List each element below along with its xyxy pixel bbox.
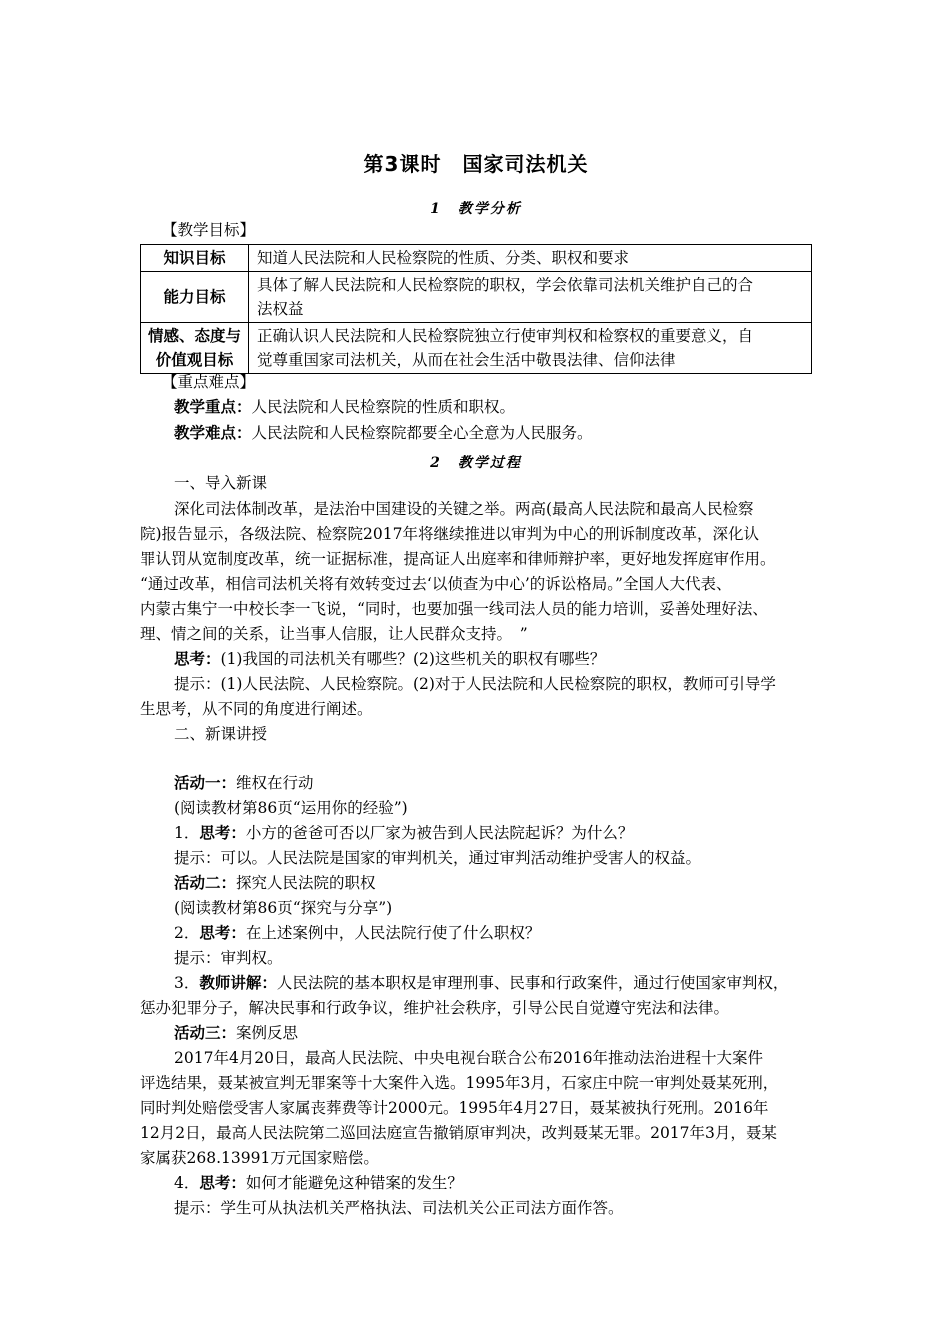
teaching-focus: 教学重点：人民法院和人民检察院的性质和职权。	[174, 398, 516, 416]
section-heading-analysis: 1 教学分析	[430, 201, 522, 217]
paragraph-line: 内蒙古集宁一中校长李一飞说，“同时，也要加强一线司法人员的能力培训，妥善处理好法、	[140, 600, 768, 618]
goals-label: 【教学目标】	[162, 221, 256, 239]
reading-note: (阅读教材第86页“探究与分享”)	[174, 899, 393, 917]
goal-key-line: 情感、态度与	[147, 327, 241, 345]
think-intro: 思考：(1)我国的司法机关有哪些？(2)这些机关的职权有哪些？	[174, 650, 606, 668]
hint-one: 提示：可以。人民法院是国家的审判机关，通过审判活动维护受害人的权益。	[174, 849, 702, 867]
paragraph-line: 理、情之间的关系，让当事人信服，让人民群众支持。 ”	[140, 625, 528, 643]
goal-value-line: 具体了解人民法院和人民检察院的职权，学会依靠司法机关维护自己的合	[257, 276, 754, 294]
paragraph-line: 家属获268.13991万元国家赔偿。	[140, 1149, 379, 1167]
teaching-difficulty: 教学难点：人民法院和人民检察院都要全心全意为人民服务。	[174, 424, 593, 442]
hint-two: 提示：审判权。	[174, 949, 283, 967]
paragraph-line: 同时判处赔偿受害人家属丧葬费等计2000元。1995年4月27日，聂某被执行死刑。2016年	[140, 1099, 769, 1117]
table-row	[141, 245, 812, 272]
goal-value-line: 觉尊重国家司法机关，从而在社会生活中敬畏法律、信仰法律	[257, 351, 676, 369]
goal-value	[249, 272, 812, 323]
paragraph-line: 深化司法体制改革，是法治中国建设的关键之举。两高(最高人民法院和最高人民检察	[174, 500, 754, 518]
question-two: 2．思考：在上述案例中，人民法院行使了什么职权？	[174, 924, 541, 942]
goal-value-line: 法权益	[257, 300, 304, 318]
paragraph-line: 2017年4月20日，最高人民法院、中央电视台联合公布2016年推动法治进程十大案件	[174, 1049, 763, 1067]
activity-one: 活动一：维权在行动	[174, 774, 314, 792]
question-one: 1．思考：小方的爸爸可否以厂家为被告到人民法院起诉？为什么？	[174, 824, 634, 842]
activity-two: 活动二：探究人民法院的职权	[174, 874, 376, 892]
goal-key	[141, 323, 249, 374]
page-title: 第3课时 国家司法机关	[363, 152, 589, 176]
paragraph-line: 惩办犯罪分子，解决民事和行政争议，维护社会秩序，引导公民自觉遵守宪法和法律。	[140, 999, 730, 1017]
activity-three: 活动三：案例反思	[174, 1024, 299, 1042]
goal-key-line: 价值观目标	[155, 351, 234, 369]
keypoints-label: 【重点难点】	[162, 373, 256, 391]
goal-key: 知识目标	[141, 245, 249, 272]
teacher-explanation: 3．教师讲解：人民法院的基本职权是审理刑事、民事和行政案件，通过行使国家审判权，	[174, 974, 789, 992]
goal-key: 能力目标	[141, 272, 249, 323]
paragraph-line: 12月2日，最高人民法院第二巡回法庭宣告撤销原审判决，改判聂某无罪。2017年3月，聂某	[140, 1124, 777, 1142]
hint-four: 提示：学生可从执法机关严格执法、司法机关公正司法方面作答。	[174, 1199, 624, 1217]
table-row	[141, 323, 812, 374]
paragraph-line: 罪认罚从宽制度改革，统一证据标准，提高证人出庭率和律师辩护率，更好地发挥庭审作用。	[140, 550, 776, 568]
reading-note: (阅读教材第86页“运用你的经验”)	[174, 799, 408, 817]
paragraph-line: 生思考，从不同的角度进行阐述。	[140, 700, 373, 718]
table-row	[141, 272, 812, 323]
goal-value-line: 正确认识人民法院和人民检察院独立行使审判权和检察权的重要意义，自	[257, 327, 754, 345]
paragraph-line: “通过改革，相信司法机关将有效转变过去‘以侦查为中心’的诉讼格局。”全国人大代表、	[140, 575, 732, 593]
paragraph-line: 院)报告显示，各级法院、检察院2017年将继续推进以审判为中心的刑诉制度改革，深化认	[140, 525, 759, 543]
paragraph-line: 评选结果，聂某被宣判无罪案等十大案件入选。1995年3月，石家庄中院一审判处聂某死刑，	[140, 1074, 779, 1092]
paragraph-line: 提示：(1)人民法院、人民检察院。(2)对于人民法院和人民检察院的职权，教师可引导学	[174, 675, 776, 693]
question-four: 4．思考：如何才能避免这种错案的发生？	[174, 1174, 463, 1192]
intro-heading: 一、导入新课	[174, 474, 268, 492]
section-heading-process: 2 教学过程	[430, 455, 522, 471]
goal-value	[249, 323, 812, 374]
goals-table	[140, 244, 812, 374]
new-lesson-heading: 二、新课讲授	[174, 725, 268, 743]
goal-value: 知道人民法院和人民检察院的性质、分类、职权和要求	[249, 245, 812, 272]
